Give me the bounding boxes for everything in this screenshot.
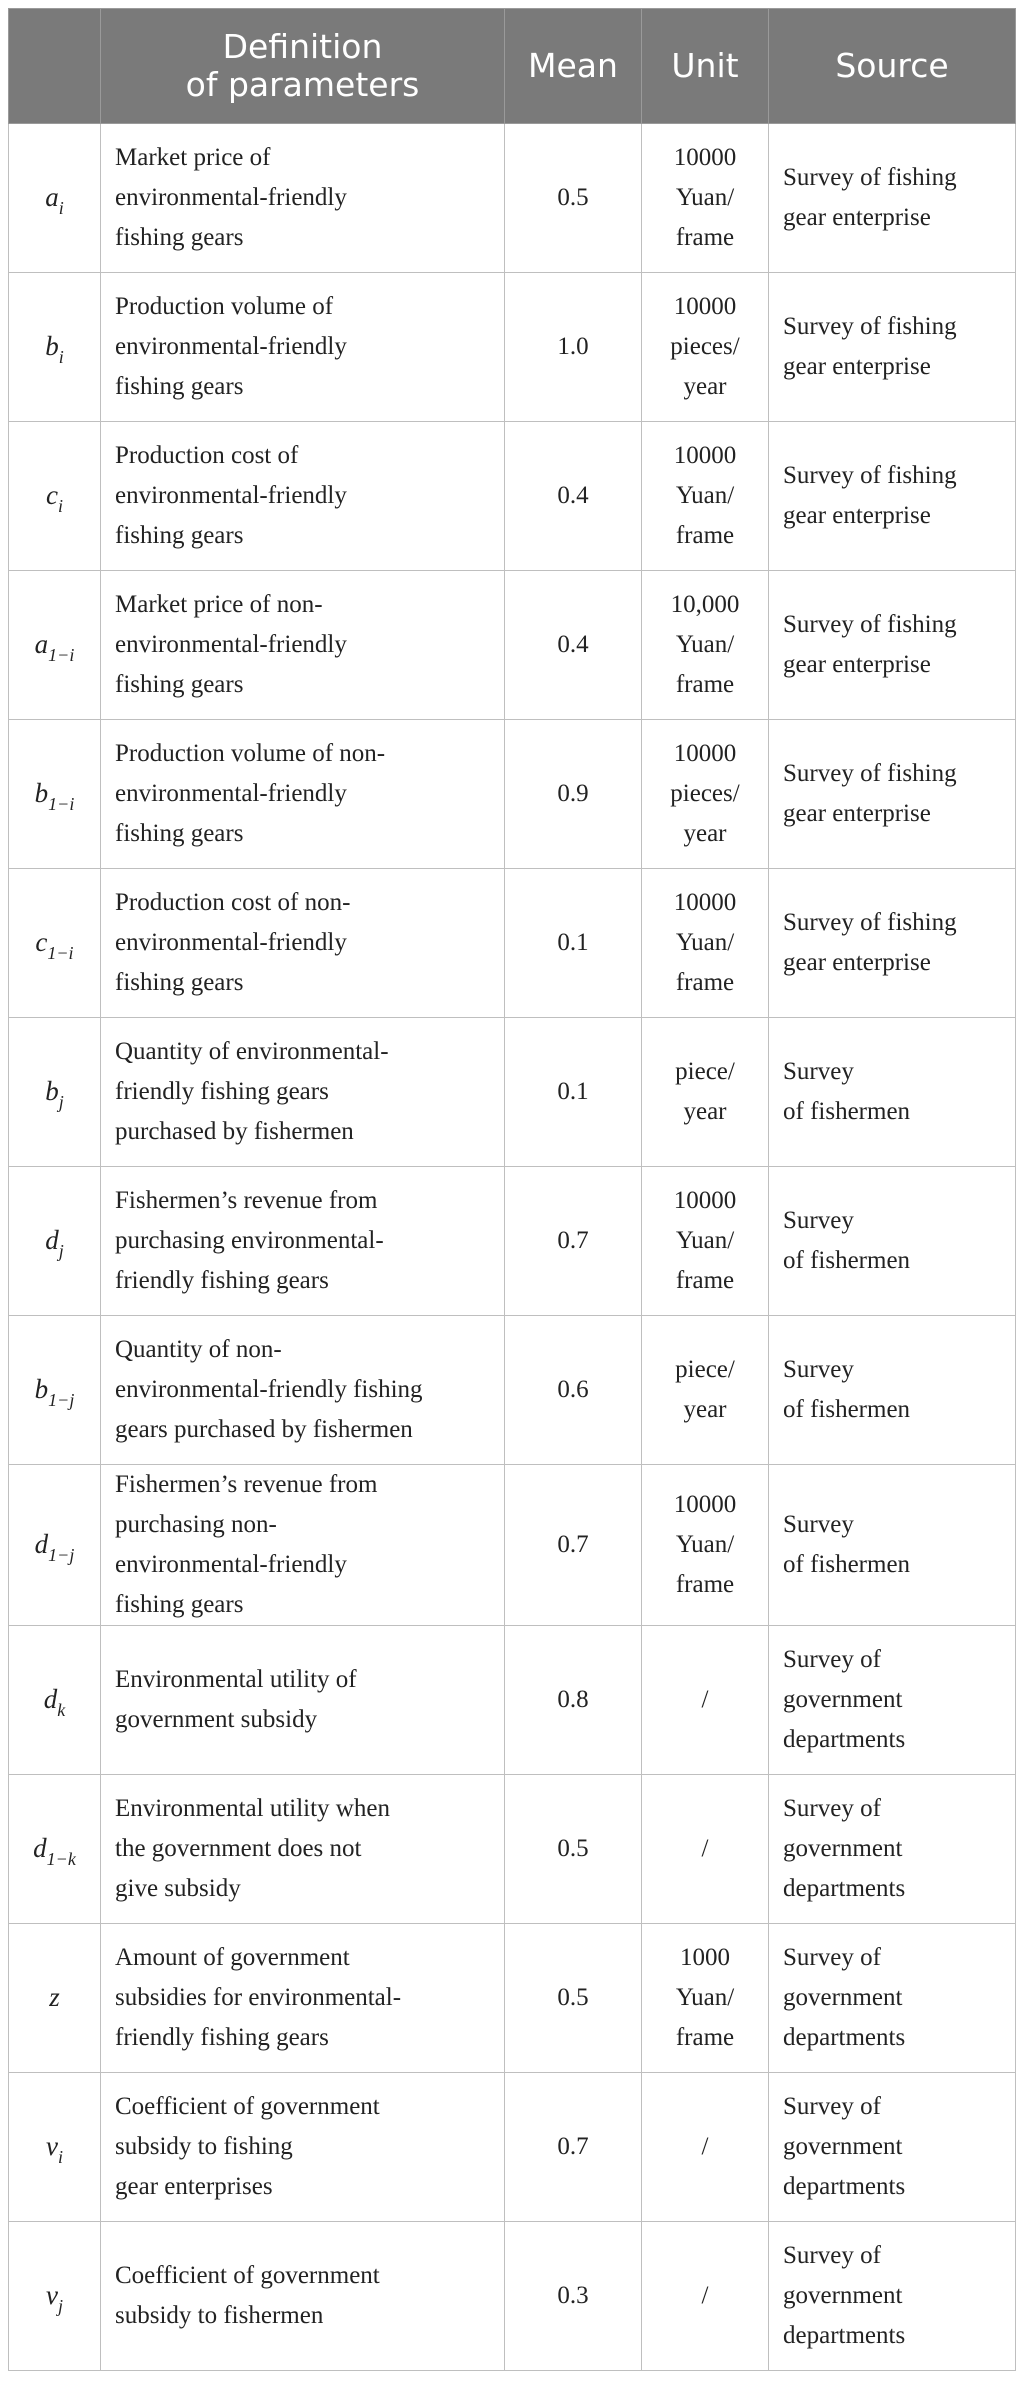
- parameter-definition: [101, 720, 505, 869]
- definition-line: Environmental utility when: [115, 1795, 390, 1822]
- table-row: [9, 1167, 1016, 1316]
- unit-line: frame: [675, 969, 735, 996]
- source-line: gear enterprise: [783, 949, 931, 976]
- definition-line: gear enterprises: [115, 2173, 273, 2200]
- parameter-definition: [101, 869, 505, 1018]
- source-line: Survey of fishing: [783, 164, 957, 191]
- symbol-base: d: [33, 1832, 47, 1863]
- definition-line: environmental-friendly: [115, 1551, 347, 1578]
- parameter-definition: [101, 2073, 505, 2222]
- unit-line: 10000: [673, 740, 737, 767]
- unit-line: Yuan/: [675, 184, 735, 211]
- parameter-symbol: [9, 1465, 101, 1626]
- definition-line: environmental-friendly: [115, 929, 347, 956]
- definition-line: fishing gears: [115, 522, 244, 549]
- parameter-mean: 0.1: [505, 869, 642, 1018]
- source-line: Survey: [783, 1511, 854, 1538]
- unit-line: pieces/: [670, 780, 740, 807]
- symbol-base: d: [43, 1683, 58, 1714]
- source-line: departments: [783, 2024, 906, 2051]
- parameter-unit: [642, 869, 769, 1018]
- definition-line: environmental-friendly fishing: [115, 1376, 423, 1403]
- source-line: gear enterprise: [783, 353, 931, 380]
- table-row: [9, 1775, 1016, 1924]
- unit-line: /: [701, 1686, 709, 1713]
- header-definition-line1: Definition: [222, 27, 383, 66]
- unit-line: 1000: [680, 1944, 730, 1971]
- parameter-definition: [101, 1316, 505, 1465]
- source-line: departments: [783, 1875, 906, 1902]
- symbol-subscript: 1−j: [48, 1544, 75, 1565]
- table-body: [9, 124, 1016, 2371]
- unit-line: frame: [675, 1571, 735, 1598]
- definition-line: Production cost of: [115, 442, 299, 469]
- unit-line: piece/: [675, 1356, 735, 1383]
- definition-line: Production cost of non-: [115, 889, 351, 916]
- source-line: Survey: [783, 1207, 854, 1234]
- table-row: [9, 273, 1016, 422]
- parameter-definition: [101, 1775, 505, 1924]
- header-symbol: [9, 9, 101, 124]
- parameter-source: [769, 1316, 1016, 1465]
- symbol-subscript: 1−i: [48, 644, 75, 665]
- symbol-subscript: 1−k: [46, 1848, 76, 1869]
- parameter-symbol: [9, 273, 101, 422]
- definition-line: environmental-friendly: [115, 184, 347, 211]
- symbol-base: b: [45, 1075, 59, 1106]
- source-line: departments: [783, 1726, 906, 1753]
- parameter-source: [769, 869, 1016, 1018]
- parameter-source: [769, 1465, 1016, 1626]
- source-line: Survey of: [783, 2242, 881, 2269]
- definition-line: Coefficient of government: [115, 2093, 380, 2120]
- parameter-unit: [642, 124, 769, 273]
- source-line: Survey: [783, 1356, 854, 1383]
- parameter-mean: 0.7: [505, 2073, 642, 2222]
- source-line: government: [783, 1835, 903, 1862]
- header-mean: Mean: [505, 9, 642, 124]
- parameter-symbol: [9, 1626, 101, 1775]
- source-line: government: [783, 2282, 903, 2309]
- parameter-mean: 0.7: [505, 1167, 642, 1316]
- parameter-mean: 0.1: [505, 1018, 642, 1167]
- unit-line: frame: [675, 224, 735, 251]
- parameter-source: [769, 571, 1016, 720]
- definition-line: Market price of non-: [115, 591, 323, 618]
- unit-line: 10000: [673, 442, 737, 469]
- symbol-subscript: k: [57, 1699, 66, 1720]
- source-line: Survey of: [783, 1944, 881, 1971]
- parameter-definition: [101, 1465, 505, 1626]
- source-line: Survey of fishing: [783, 462, 957, 489]
- unit-line: year: [683, 1098, 727, 1125]
- unit-line: frame: [675, 1267, 735, 1294]
- parameter-definition: [101, 1626, 505, 1775]
- parameter-unit: [642, 2222, 769, 2371]
- definition-line: Quantity of non-: [115, 1336, 282, 1363]
- unit-line: year: [683, 820, 727, 847]
- parameter-mean: 0.8: [505, 1626, 642, 1775]
- unit-line: Yuan/: [675, 1227, 735, 1254]
- parameter-unit: [642, 1018, 769, 1167]
- unit-line: frame: [675, 2024, 735, 2051]
- table-row: [9, 1465, 1016, 1626]
- parameter-unit: [642, 2073, 769, 2222]
- symbol-base: d: [45, 1224, 59, 1255]
- definition-line: purchased by fishermen: [115, 1118, 354, 1145]
- symbol-subscript: j: [57, 2295, 63, 2316]
- parameter-mean: 0.3: [505, 2222, 642, 2371]
- definition-line: environmental-friendly: [115, 631, 347, 658]
- parameter-unit: [642, 571, 769, 720]
- unit-line: /: [701, 1835, 709, 1862]
- parameter-source: [769, 1924, 1016, 2073]
- source-line: departments: [783, 2173, 906, 2200]
- definition-line: give subsidy: [115, 1875, 241, 1902]
- source-line: government: [783, 1686, 903, 1713]
- parameter-definition: [101, 571, 505, 720]
- symbol-base: v: [46, 2279, 58, 2310]
- parameter-symbol: [9, 1316, 101, 1465]
- parameter-source: [769, 720, 1016, 869]
- unit-line: 10000: [673, 1491, 737, 1518]
- definition-line: Quantity of environmental-: [115, 1038, 389, 1065]
- source-line: of fishermen: [783, 1098, 911, 1125]
- unit-line: pieces/: [670, 333, 740, 360]
- unit-line: piece/: [675, 1058, 735, 1085]
- definition-line: purchasing environmental-: [115, 1227, 384, 1254]
- definition-line: Production volume of: [115, 293, 334, 320]
- unit-line: Yuan/: [675, 631, 735, 658]
- parameter-symbol: [9, 1924, 101, 2073]
- definition-line: environmental-friendly: [115, 780, 347, 807]
- definition-line: Coefficient of government: [115, 2262, 380, 2289]
- symbol-subscript: 1−i: [47, 942, 74, 963]
- unit-line: 10000: [673, 293, 737, 320]
- source-line: Survey of: [783, 1795, 881, 1822]
- symbol-subscript: i: [57, 495, 63, 516]
- symbol-subscript: i: [57, 2146, 63, 2167]
- table-row: [9, 1316, 1016, 1465]
- symbol-base: v: [46, 2130, 58, 2161]
- unit-line: Yuan/: [675, 929, 735, 956]
- unit-line: Yuan/: [675, 1531, 735, 1558]
- source-line: gear enterprise: [783, 502, 931, 529]
- definition-line: Amount of government: [115, 1944, 350, 1971]
- parameter-mean: 0.7: [505, 1465, 642, 1626]
- parameter-symbol: [9, 1018, 101, 1167]
- table-row: [9, 869, 1016, 1018]
- table-row: [9, 422, 1016, 571]
- table-header-row: [9, 9, 1016, 124]
- parameter-symbol: [9, 720, 101, 869]
- parameter-definition: [101, 273, 505, 422]
- source-line: gear enterprise: [783, 204, 931, 231]
- unit-line: frame: [675, 522, 735, 549]
- parameter-unit: [642, 273, 769, 422]
- parameter-mean: 0.5: [505, 124, 642, 273]
- definition-line: friendly fishing gears: [115, 2024, 329, 2051]
- source-line: Survey of: [783, 2093, 881, 2120]
- parameter-definition: [101, 1924, 505, 2073]
- symbol-subscript: 1−i: [48, 793, 75, 814]
- unit-line: /: [701, 2133, 709, 2160]
- symbol-base: d: [34, 1528, 49, 1559]
- unit-line: 10000: [673, 144, 737, 171]
- source-line: government: [783, 1984, 903, 2011]
- symbol-base: b: [34, 1373, 49, 1404]
- source-line: Survey of fishing: [783, 760, 957, 787]
- definition-line: gears purchased by fishermen: [115, 1416, 413, 1443]
- parameter-mean: 0.5: [505, 1775, 642, 1924]
- parameter-symbol: [9, 2222, 101, 2371]
- parameter-symbol: [9, 869, 101, 1018]
- header-source: Source: [769, 9, 1016, 124]
- unit-line: /: [701, 2282, 709, 2309]
- unit-line: year: [683, 373, 727, 400]
- symbol-base: c: [35, 926, 48, 957]
- parameter-mean: 0.4: [505, 571, 642, 720]
- parameter-definition: [101, 1018, 505, 1167]
- parameter-unit: [642, 720, 769, 869]
- definition-line: government subsidy: [115, 1706, 318, 1733]
- parameter-mean: 0.4: [505, 422, 642, 571]
- source-line: of fishermen: [783, 1396, 911, 1423]
- symbol-base: b: [34, 777, 49, 808]
- parameter-unit: [642, 1465, 769, 1626]
- definition-line: fishing gears: [115, 671, 244, 698]
- unit-line: frame: [675, 671, 735, 698]
- unit-line: Yuan/: [675, 482, 735, 509]
- definition-line: purchasing non-: [115, 1511, 277, 1538]
- source-line: Survey of fishing: [783, 313, 957, 340]
- parameter-source: [769, 422, 1016, 571]
- definition-line: fishing gears: [115, 224, 244, 251]
- header-definition: [101, 9, 505, 124]
- parameter-symbol: [9, 2073, 101, 2222]
- source-line: gear enterprise: [783, 651, 931, 678]
- parameter-source: [769, 2073, 1016, 2222]
- parameter-mean: 0.9: [505, 720, 642, 869]
- definition-line: fishing gears: [115, 969, 244, 996]
- definition-line: subsidy to fishing: [115, 2133, 293, 2160]
- parameter-mean: 0.5: [505, 1924, 642, 2073]
- symbol-subscript: j: [58, 1240, 64, 1261]
- source-line: Survey of: [783, 1646, 881, 1673]
- symbol-base: a: [34, 628, 49, 659]
- symbol-subscript: 1−j: [48, 1389, 75, 1410]
- parameter-unit: [642, 1924, 769, 2073]
- parameter-definition: [101, 1167, 505, 1316]
- symbol-base: z: [49, 1981, 60, 2012]
- definition-line: fishing gears: [115, 1591, 244, 1618]
- unit-line: 10000: [673, 1187, 737, 1214]
- parameter-mean: 1.0: [505, 273, 642, 422]
- header-unit: Unit: [642, 9, 769, 124]
- symbol-base: c: [46, 479, 58, 510]
- definition-line: Fishermen’s revenue from: [115, 1187, 378, 1214]
- unit-line: 10000: [673, 889, 737, 916]
- parameter-symbol: [9, 422, 101, 571]
- unit-line: Yuan/: [675, 1984, 735, 2011]
- symbol-subscript: i: [58, 346, 64, 367]
- parameter-source: [769, 2222, 1016, 2371]
- parameter-source: [769, 124, 1016, 273]
- parameter-source: [769, 1018, 1016, 1167]
- parameter-unit: [642, 422, 769, 571]
- definition-line: subsidies for environmental-: [115, 1984, 402, 2011]
- source-line: Survey of fishing: [783, 611, 957, 638]
- definition-line: Production volume of non-: [115, 740, 386, 767]
- definition-line: Environmental utility of: [115, 1666, 357, 1693]
- source-line: government: [783, 2133, 903, 2160]
- parameter-definition: [101, 2222, 505, 2371]
- table-row: [9, 1018, 1016, 1167]
- source-line: of fishermen: [783, 1551, 911, 1578]
- parameter-unit: [642, 1316, 769, 1465]
- table-row: [9, 1924, 1016, 2073]
- parameter-source: [769, 1167, 1016, 1316]
- parameter-source: [769, 1775, 1016, 1924]
- table-row: [9, 2073, 1016, 2222]
- source-line: departments: [783, 2322, 906, 2349]
- parameter-unit: [642, 1167, 769, 1316]
- table-row: [9, 720, 1016, 869]
- parameters-table-container: [8, 8, 1015, 2371]
- parameter-unit: [642, 1775, 769, 1924]
- definition-line: environmental-friendly: [115, 482, 347, 509]
- source-line: Survey: [783, 1058, 854, 1085]
- parameter-source: [769, 1626, 1016, 1775]
- parameter-symbol: [9, 124, 101, 273]
- definition-line: subsidy to fishermen: [115, 2302, 324, 2329]
- symbol-subscript: i: [58, 197, 64, 218]
- definition-line: friendly fishing gears: [115, 1267, 329, 1294]
- parameter-definition: [101, 422, 505, 571]
- parameter-symbol: [9, 1775, 101, 1924]
- parameter-source: [769, 273, 1016, 422]
- parameter-symbol: [9, 571, 101, 720]
- unit-line: year: [683, 1396, 727, 1423]
- definition-line: environmental-friendly: [115, 333, 347, 360]
- definition-line: Fishermen’s revenue from: [115, 1471, 378, 1498]
- parameter-symbol: [9, 1167, 101, 1316]
- definition-line: the government does not: [115, 1835, 362, 1862]
- parameters-table: [8, 8, 1016, 2371]
- symbol-subscript: j: [58, 1091, 64, 1112]
- symbol-base: a: [45, 181, 59, 212]
- table-row: [9, 571, 1016, 720]
- source-line: Survey of fishing: [783, 909, 957, 936]
- parameter-unit: [642, 1626, 769, 1775]
- table-row: [9, 2222, 1016, 2371]
- parameter-definition: [101, 124, 505, 273]
- table-row: [9, 1626, 1016, 1775]
- table-row: [9, 124, 1016, 273]
- definition-line: fishing gears: [115, 820, 244, 847]
- unit-line: 10,000: [670, 591, 740, 618]
- definition-line: friendly fishing gears: [115, 1078, 329, 1105]
- definition-line: fishing gears: [115, 373, 244, 400]
- parameter-mean: 0.6: [505, 1316, 642, 1465]
- header-definition-line2: of parameters: [185, 65, 420, 104]
- source-line: of fishermen: [783, 1247, 911, 1274]
- source-line: gear enterprise: [783, 800, 931, 827]
- symbol-base: b: [45, 330, 59, 361]
- definition-line: Market price of: [115, 144, 271, 171]
